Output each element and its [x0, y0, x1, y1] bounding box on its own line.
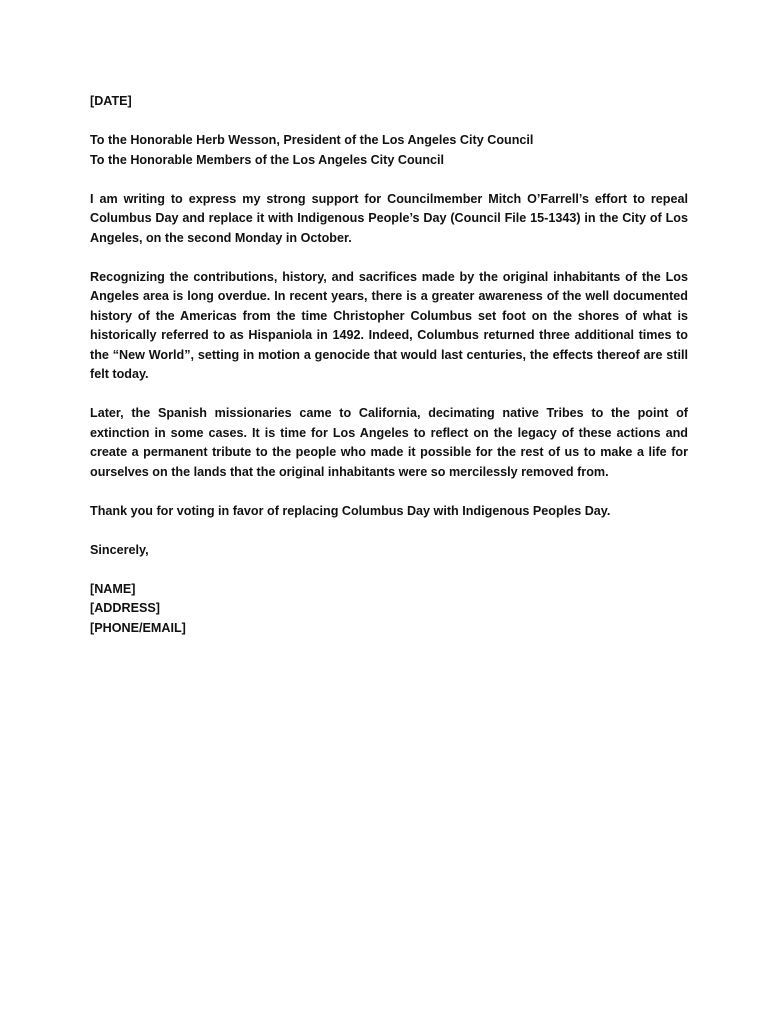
signature-address: [ADDRESS] — [90, 601, 160, 615]
date-placeholder: [DATE] — [90, 94, 132, 108]
paragraph-thanks: Thank you for voting in favor of replacing Columbus Day with Indigenous Peoples Day. — [90, 503, 611, 518]
salutation-line-2: To the Honorable Members of the Los Angeles City Council — [90, 152, 445, 167]
closing: Sincerely, — [90, 542, 149, 557]
signature-contact: [PHONE/EMAIL] — [90, 620, 186, 635]
paragraph-support: I am writing to express my strong support for Councilmember Mitch O’Farrell’s effort to repeal Columbus Day and replace it with Indigenous People’s Day (Council File 15-1343) in the City of Los Angeles, on the second Monday in October. — [90, 191, 688, 245]
paragraph-history: Recognizing the contributions, history, and sacrifices made by the original inhabitants of the Los Angeles area is long overdue. In recent years, there is a greater awareness of the well documented history of the Americas from the time Christopher Columbus set foot on the shores of what is historically referred to as Hispaniola in 1492. Indeed, Columbus returned three additional times to the “New World”, setting in motion a genocide that would last centuries, the effects thereof are still felt today. — [90, 269, 688, 381]
letter-body — [90, 92, 688, 638]
salutation-line-1: To the Honorable Herb Wesson, President of the Los Angeles City Council — [90, 133, 534, 147]
paragraph-missionaries: Later, the Spanish missionaries came to California, decimating native Tribes to the point of extinction in some cases. It is time for Los Angeles to reflect on the legacy of these actions and create a permanent tribute to the people who made it possible for the rest of us to make a life for ourselves on the lands that the original inhabitants were so mercilessly removed from. — [90, 406, 688, 479]
signature-name: [NAME] — [90, 581, 136, 596]
